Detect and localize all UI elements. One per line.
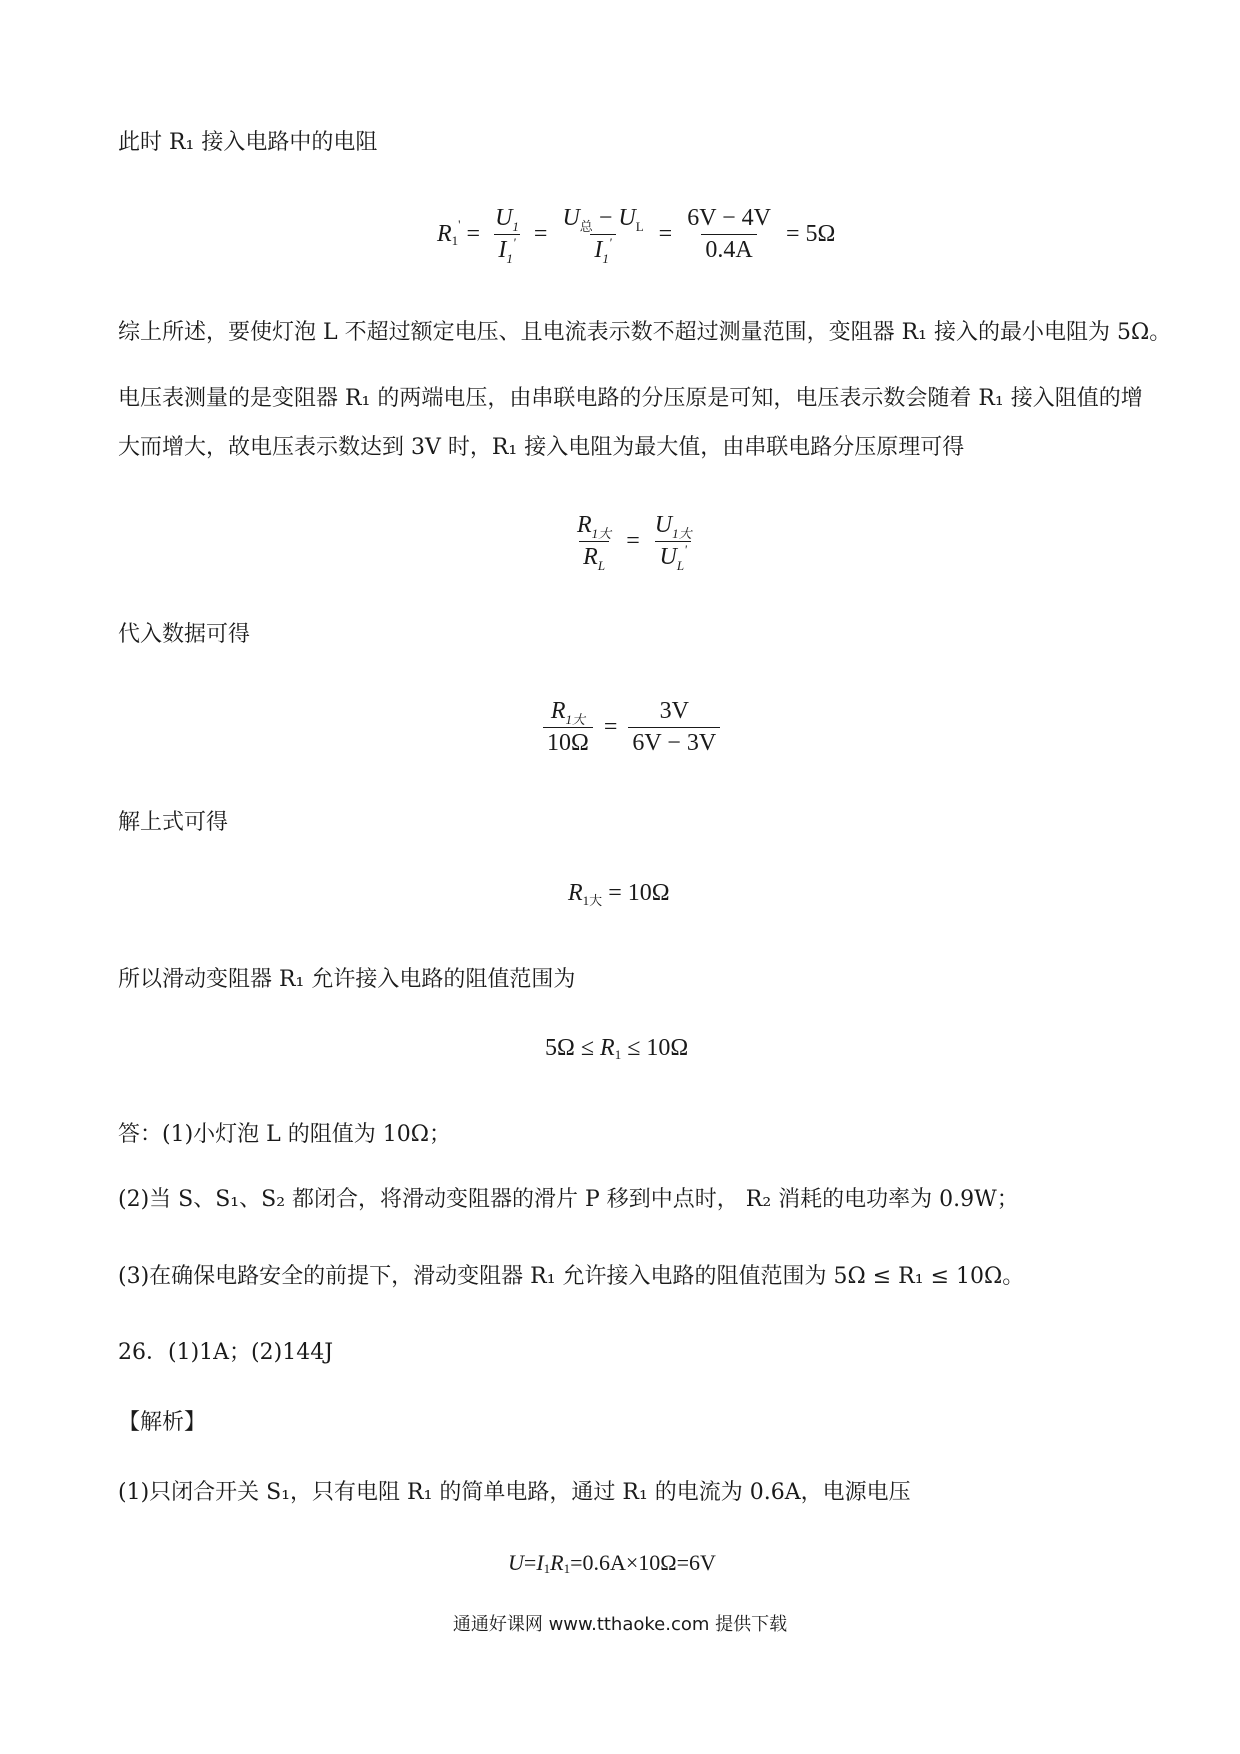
formula-ratio: $\frac{R_{1大}}{R_L}$ = $\frac{U_{1大}}{U_L'}$ [577, 512, 692, 573]
text-line-6: 解上式可得 [118, 810, 229, 835]
text-line-8: 答：(1)小灯泡 L 的阻值为 10Ω； [118, 1122, 451, 1147]
formula-substitute: $\frac{R_{1大}}{10\Omega}$ = $\frac{3V}{6V - 3V}$ [538, 698, 725, 757]
formula-range: 5Ω ≤ R 1 ≤ 10Ω [545, 1035, 689, 1062]
formula-r1-prime: R 1 ' = $\frac{U_1}{I_1'}$ = $\frac{U_总 - U_L}{I_1'}$ = $\frac{6V - 4V}{0.4A}$ = 5Ω [437, 205, 836, 266]
text-line-1: 此时 R₁ 接入电路中的电阻 [118, 130, 378, 155]
text-line-11: 26．(1)1A；(2)144J [118, 1340, 334, 1365]
text-line-5: 代入数据可得 [118, 622, 251, 647]
footer: 通通好课网 www.tthaoke.com 提供下载 [452, 1614, 788, 1635]
text-line-9: (2)当 S、S₁、S₂ 都闭合，将滑动变阻器的滑片 P 移到中点时， R₂ 消耗的电功率为 0.9W； [118, 1187, 1019, 1212]
text-line-10: (3)在确保电路安全的前提下，滑动变阻器 R₁ 允许接入电路的阻值范围为 5Ω ≤ R₁ ≤ 10Ω。 [118, 1264, 1025, 1289]
text-line-13: (1)只闭合开关 S₁，只有电阻 R₁ 的简单电路，通过 R₁ 的电流为 0.6A，电源电压 [118, 1480, 911, 1505]
text-line-3: 电压表测量的是变阻器 R₁ 的两端电压，由串联电路的分压原是可知，电压表示数会随着 R₁ 接入阻值的增 [118, 386, 1143, 411]
formula-result: R 1大 = 10Ω [568, 880, 670, 908]
text-line-12: 【解析】 [118, 1410, 207, 1435]
text-line-2: 综上所述，要使灯泡 L 不超过额定电压、且电流表示数不超过测量范围，变阻器 R₁ 接入的最小电阻为 5Ω。 [118, 320, 1172, 345]
text-line-4: 大而增大，故电压表示数达到 3V 时，R₁ 接入电阻为最大值，由串联电路分压原理可得 [118, 435, 965, 460]
formula-voltage: U = I 1 R 1 =0.6A×10Ω=6V [508, 1550, 716, 1576]
text-line-7: 所以滑动变阻器 R₁ 允许接入电路的阻值范围为 [118, 967, 576, 992]
